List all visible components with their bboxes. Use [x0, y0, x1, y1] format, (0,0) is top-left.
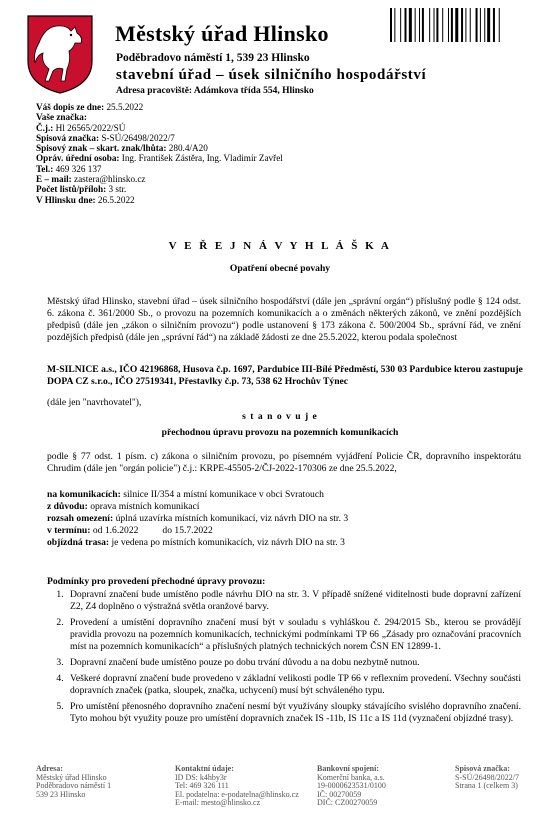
office-address: Poděbradovo náměstí 1, 539 23 Hlinsko [116, 52, 310, 64]
metadata-value: Hl 26565/2022/SÚ [55, 122, 126, 133]
barcode-bar [465, 8, 466, 42]
detail-row [47, 489, 527, 501]
footer-label: Adresa: [36, 764, 63, 773]
footer-line: 19-0000623531/0100 [317, 781, 386, 791]
footer-line: IČ: 00270059 [317, 789, 362, 799]
barcode-bar [415, 8, 416, 42]
metadata-value: 3 str. [108, 184, 127, 195]
applicant: M-SILNICE a.s., IČO 42196868, Husova č.p. 1697, Pardubice III-Bílé Předměstí, 530 03 Pardubice kterou zastupuje DOPA CZ s.r.o., IČO 27519341, Přestavlky č.p. 73, 538 62 Hrochův Týnec [47, 364, 523, 387]
metadata-row [36, 153, 283, 163]
barcode-bar [480, 8, 481, 42]
barcode-bar [405, 8, 407, 42]
barcode-bar [442, 8, 443, 42]
footer-line: Městský úřad Hlinsko [36, 772, 107, 782]
conditions-list [50, 589, 521, 729]
barcode-bar [461, 8, 463, 42]
footer-file [455, 765, 519, 791]
conditions-title: Podmínky pro provedení přechodné úpravy provozu: [47, 576, 266, 587]
barcode-bar [394, 8, 395, 42]
detail-label: z důvodu: [47, 501, 88, 512]
footer-line: DIČ: CZ00270059 [317, 798, 378, 808]
footer-line: Poděbradovo náměstí 1 [36, 781, 112, 791]
footer-bank [317, 765, 386, 808]
barcode-icon [390, 8, 530, 42]
metadata-row [36, 143, 283, 153]
footer-label: Spisová značka: [455, 764, 510, 773]
detail-value: je vedena po místních komunikacích, viz návrh DIO na str. 3 [111, 537, 345, 548]
barcode-bar [455, 8, 458, 42]
footer-contacts [175, 765, 299, 808]
metadata-row [36, 174, 283, 184]
metadata-label: Č.j.: [36, 122, 54, 133]
metadata-label: E – mail: [36, 174, 72, 185]
condition-item: 5. Pro umístění přenosného dopravního značení nesmí být využívány sloupky stávajícího svislého dopravního značení. Tyto mohou být využity pouze pro umístění dopravních značek IS -11b, IS 11c a IS 11d (vyznačení objízdné trasy). [66, 701, 521, 725]
metadata-label: Spisová značka: [36, 132, 100, 143]
detail-value: úplná uzavírka místních komunikací, viz návrh DIO na str. 3 [115, 513, 349, 524]
office-department: stavební úřad – úsek silničního hospodářství [116, 67, 427, 83]
metadata-label: Spisový znak – skart. znak/lhůta: [36, 143, 167, 154]
footer-label: Kontaktní údaje: [175, 764, 234, 773]
barcode-bar [451, 8, 453, 42]
detail-label: na komunikacích: [47, 489, 121, 500]
metadata-value: Ing. František Zástěra, Ing. Vladimír Zavřel [121, 153, 283, 164]
document-subheading: Opatření obecné povahy [229, 263, 331, 274]
detail-value: od 1.6.2022 do 15.7.2022 [92, 525, 213, 536]
barcode-bar [390, 8, 392, 42]
detail-label: objízdná trasa: [47, 537, 110, 548]
stanovuje-heading: s t a n o v u j e [242, 411, 318, 422]
metadata-row [36, 133, 283, 143]
detail-label: rozsah omezení: [47, 513, 114, 524]
footer-label: Bankovní spojení: [317, 764, 380, 773]
detail-value: oprava místních komunikací [90, 501, 200, 512]
metadata-row [36, 123, 283, 133]
barcode-bar [476, 8, 478, 42]
metadata-label: Počet listů/příloh: [36, 184, 107, 195]
metadata-row [36, 102, 283, 112]
metadata-row [36, 164, 283, 174]
barcode-bar [434, 8, 435, 42]
document-heading: V E Ř E J N Á V Y H L Á Š K A [168, 240, 392, 252]
condition-item: 3. Dopravní značení bude umístěno pouze po dobu trvání důvodu a na dobu nezbytně nutnou. [66, 657, 521, 669]
footer-line: Tel: 469 326 111 [175, 781, 229, 791]
metadata-value: 25.5.2022 [106, 102, 144, 112]
detail-label: v termínu: [47, 525, 91, 536]
metadata-row [36, 195, 283, 205]
footer-line: 539 23 Hlinsko [36, 789, 86, 799]
workplace-address: Adresa pracoviště: Adámkova třída 554, Hlinsko [116, 86, 314, 96]
footer-line: El. podatelna: e-podatelna@hlinsko.cz [175, 789, 299, 799]
metadata-value: 469 326 137 [55, 163, 102, 174]
footer-line: S-SÚ/26498/2022/7 [455, 772, 520, 782]
metadata-value: 26.5.2022 [97, 194, 135, 205]
barcode-bar [499, 8, 500, 42]
barcode-bar [400, 8, 401, 42]
barcode-bar [493, 8, 495, 42]
metadata-label: V Hlinsku dne: [36, 194, 96, 205]
condition-item: 1. Dopravní značení bude umístěno podle návrhu DIO na str. 3. V případě snížené viditelnosti bude dopravní zařízení Z2, Z4 doplněno o výstražná světla oranžové barvy. [66, 589, 521, 613]
metadata-label: Váš dopis ze dne: [36, 102, 105, 112]
applicant-note: (dále jen "navrhovatel"), [47, 397, 142, 408]
coat-of-arms-icon [25, 13, 95, 95]
details-block [47, 489, 527, 549]
metadata-row [36, 184, 283, 194]
office-title: Městský úřad Hlinsko [115, 21, 329, 46]
metadata-value: S-SÚ/26498/2022/7 [101, 132, 175, 143]
barcode-bar [436, 8, 438, 42]
barcode-bar [487, 8, 490, 42]
barcode-bar [419, 8, 420, 42]
metadata-value: zastera@hlinsko.cz [74, 174, 146, 185]
footer-line: E-mail: mesto@hlinsko.cz [175, 798, 261, 808]
barcode-bar [409, 8, 412, 42]
metadata-label: Vaše značka: [36, 112, 87, 123]
subject-heading: přechodnou úpravu provozu na pozemních komunikacích [161, 427, 399, 438]
condition-item: 4. Veškeré dopravní značení bude provedeno v základní velikosti podle TP 66 v reflexním provedení. Všechny součásti dopravních značek (patka, sloupek, značka, uchycení) musí být schváleného typu. [66, 673, 521, 697]
document-metadata [36, 102, 283, 205]
footer-address [36, 765, 111, 799]
barcode-bar [429, 8, 430, 42]
condition-item: 2. Provedení a umístění dopravního značení musí být v souladu s vyhláškou č. 294/2015 Sb., kterou se provádějí pravidla provozu na pozemních komunikacích, technickými podmínkami TP 66 „Zásady pro označování pracovních míst na pozemních komunikacích“ a příslušných platných technických norem ČSN EN 12899-1. [66, 617, 521, 653]
metadata-value: 280.4/A20 [168, 143, 208, 154]
footer-line: ID DS: k4hby3r [175, 772, 227, 782]
metadata-label: Opráv. úřední osoba: [36, 153, 120, 164]
detail-row [47, 537, 527, 549]
barcode-bar [422, 8, 424, 42]
barcode-bar [448, 8, 449, 42]
footer-line: Strana 1 (celkem 3) [455, 781, 518, 791]
metadata-label: Tel.: [36, 163, 54, 174]
footer-line: Komerční banka, a.s. [317, 772, 385, 782]
detail-row [47, 513, 527, 525]
law-paragraph: podle § 77 odst. 1 písm. c) zákona o silničním provozu, po písemném vyjádření Policie ČR, dopravního inspektorátu Chrudim (dále jen "orgán policie") č.j.: KRPE-45505-2/ČJ-2022-170306 ze dne 25.5.2022, [47, 451, 521, 474]
barcode-bar [470, 8, 471, 42]
barcode-bar [484, 8, 485, 42]
detail-row [47, 525, 527, 537]
intro-paragraph: Městský úřad Hlinsko, stavební úřad – úsek silničního hospodářství (dále jen „správní orgán“) příslušný podle § 124 odst. 6. zákona č. 361/2000 Sb., o provozu na pozemních komunikacích a o změnách některých zákonů, ve znění pozdějších předpisů (dále jen „zákon o silničním provozu“) podle ustanovení § 173 zákona č. 500/2004 Sb., správní řád, ve znění pozdějších předpisů (dále jen „správní řád“) na základě žádosti ze dne 25.5.2022, kterou podala společnost [47, 296, 521, 343]
metadata-row [36, 112, 283, 122]
detail-row [47, 501, 527, 513]
detail-value: silnice II/354 a místní komunikace v obci Svratouch [123, 489, 324, 500]
